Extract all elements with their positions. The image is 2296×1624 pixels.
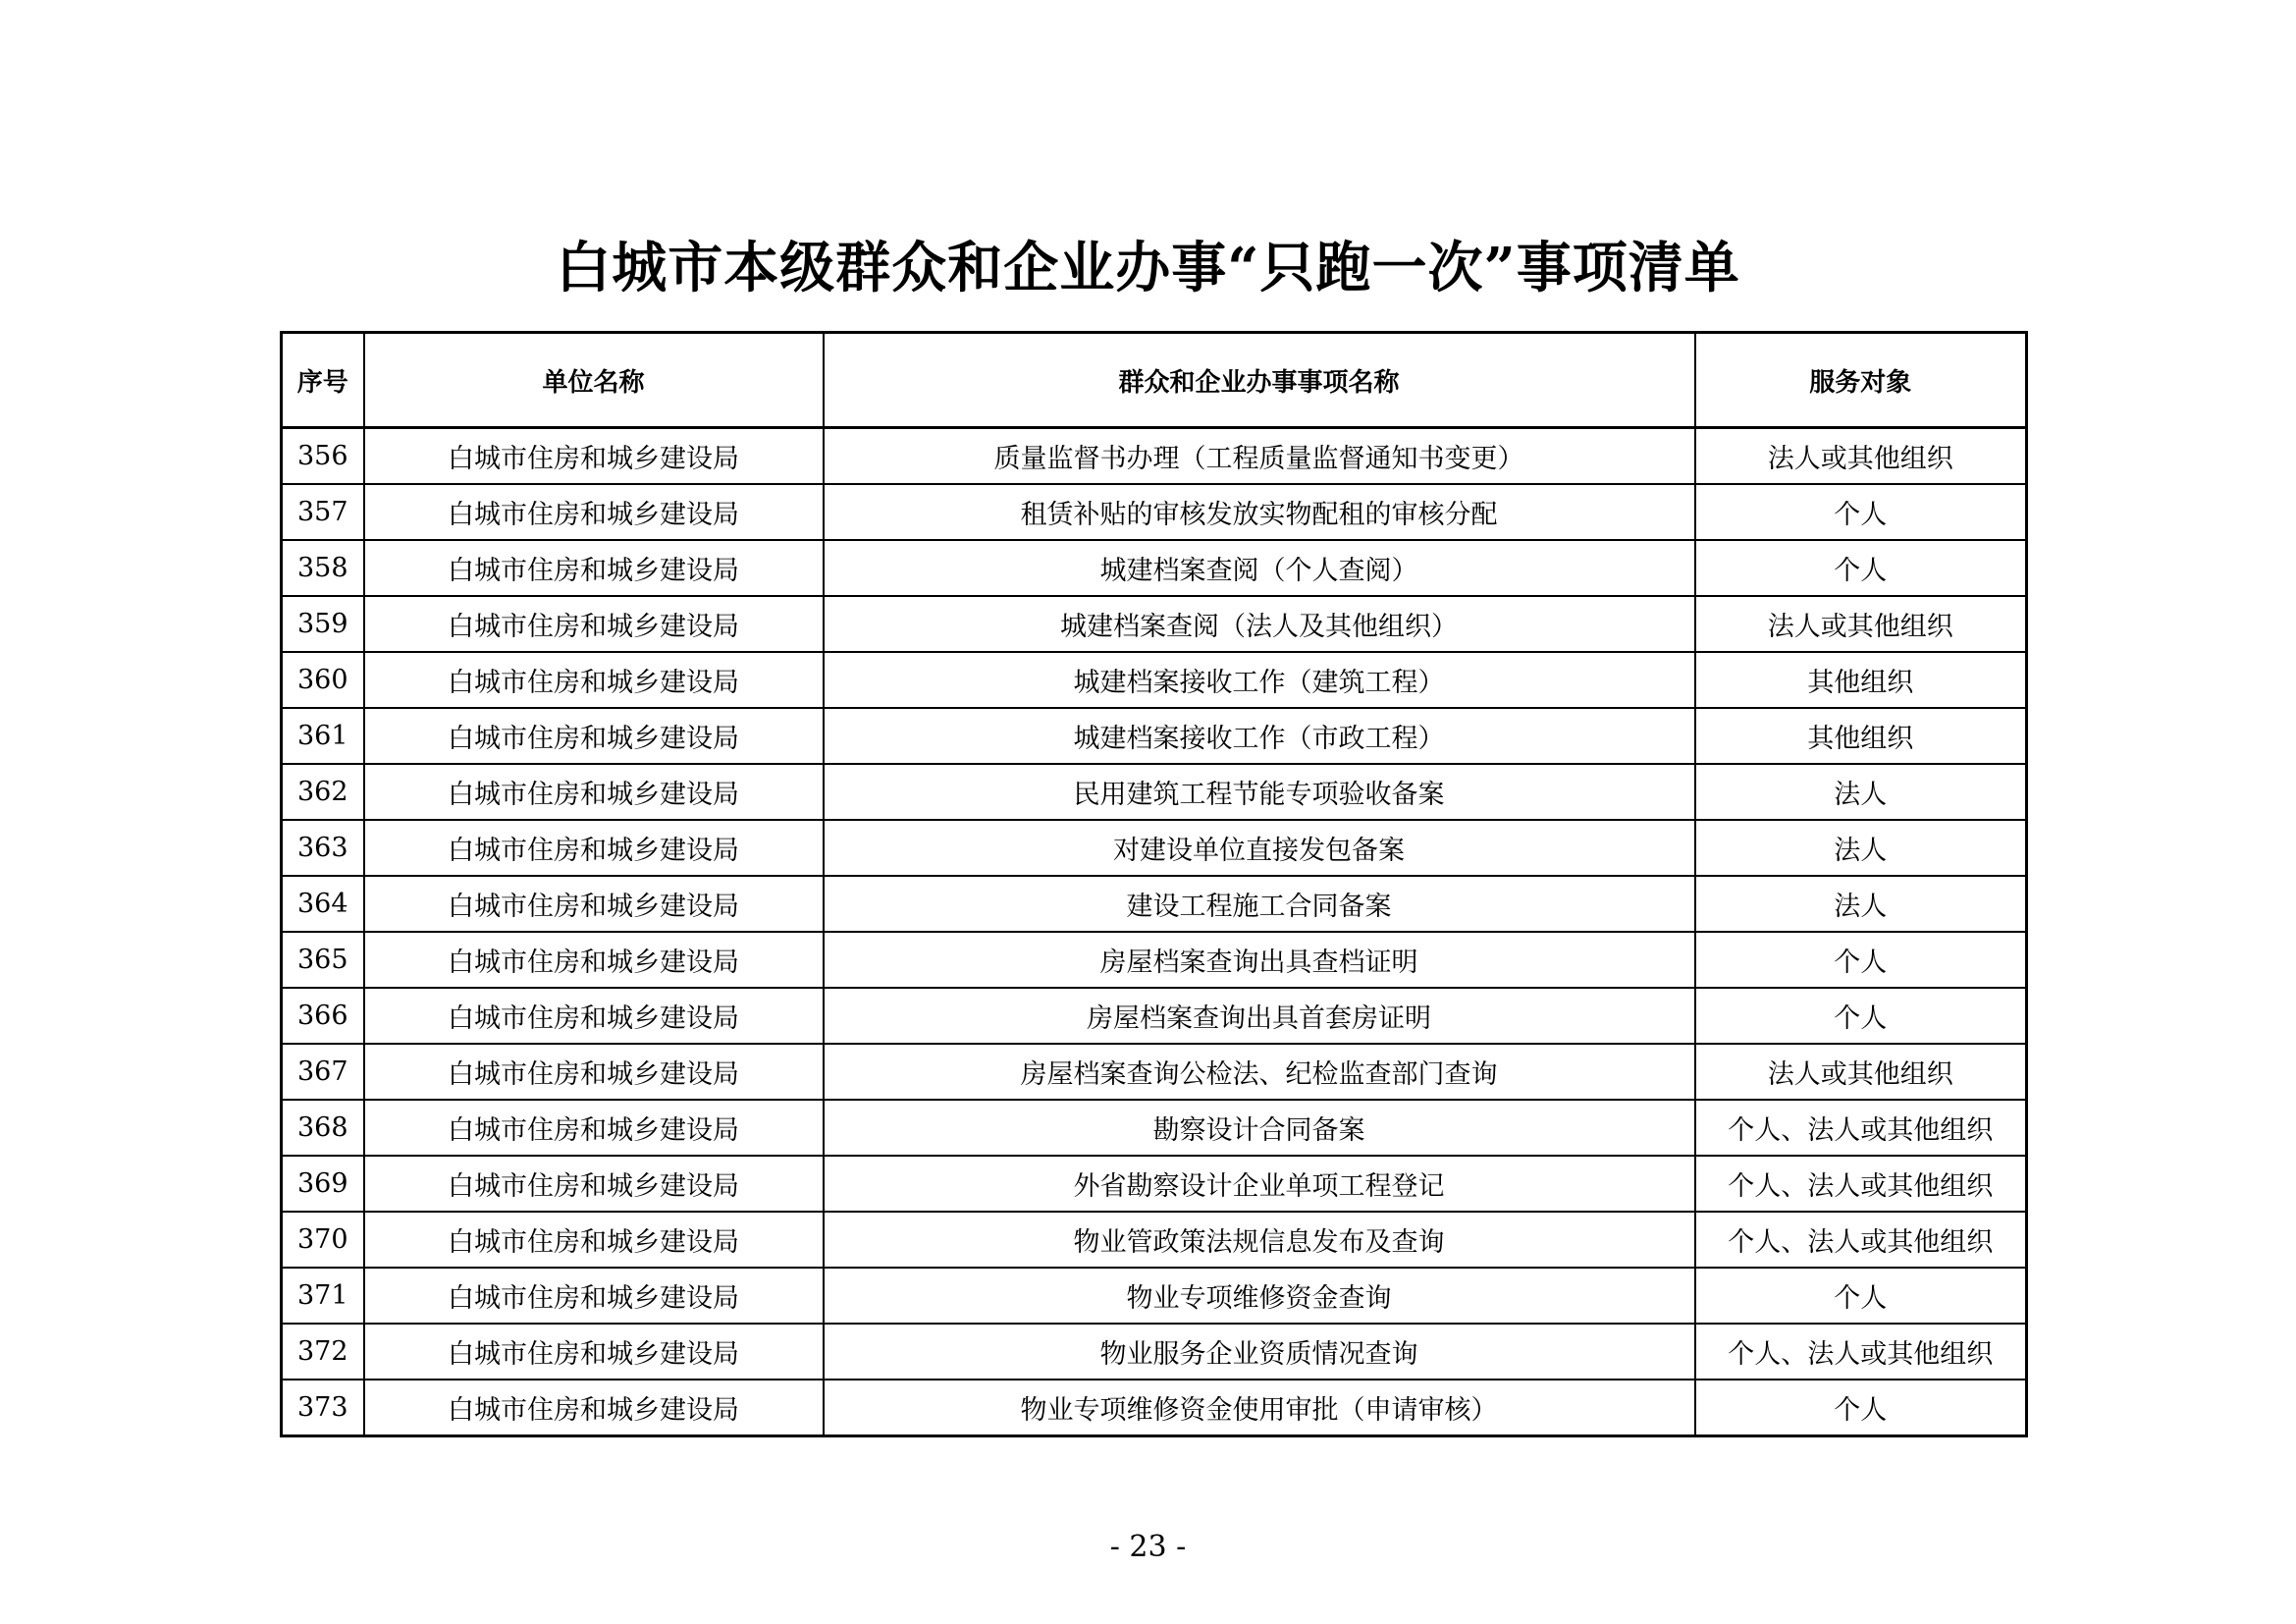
cell-item-name: 城建档案查阅（法人及其他组织）	[824, 596, 1695, 652]
table-header-row	[282, 333, 2027, 428]
cell-serial-number: 371	[282, 1268, 364, 1324]
table-row	[282, 652, 2027, 708]
cell-serial-number: 367	[282, 1044, 364, 1100]
cell-serial-number: 356	[282, 428, 364, 485]
cell-service-target: 其他组织	[1695, 708, 2027, 764]
cell-service-target: 法人或其他组织	[1695, 1044, 2027, 1100]
table-row	[282, 1268, 2027, 1324]
cell-service-target: 法人	[1695, 876, 2027, 932]
cell-serial-number: 357	[282, 484, 364, 540]
table-row	[282, 1044, 2027, 1100]
table-row	[282, 1212, 2027, 1268]
cell-serial-number: 365	[282, 932, 364, 988]
cell-item-name: 租赁补贴的审核发放实物配租的审核分配	[824, 484, 1695, 540]
cell-unit-name: 白城市住房和城乡建设局	[364, 1268, 824, 1324]
cell-serial-number: 366	[282, 988, 364, 1044]
table-row	[282, 988, 2027, 1044]
header-serial-number: 序号	[282, 333, 364, 428]
cell-unit-name: 白城市住房和城乡建设局	[364, 1324, 824, 1380]
table-row	[282, 1324, 2027, 1380]
cell-unit-name: 白城市住房和城乡建设局	[364, 988, 824, 1044]
cell-item-name: 城建档案查阅（个人查阅）	[824, 540, 1695, 596]
cell-item-name: 对建设单位直接发包备案	[824, 820, 1695, 876]
cell-service-target: 法人或其他组织	[1695, 596, 2027, 652]
cell-unit-name: 白城市住房和城乡建设局	[364, 1044, 824, 1100]
cell-item-name: 城建档案接收工作（建筑工程）	[824, 652, 1695, 708]
cell-serial-number: 360	[282, 652, 364, 708]
cell-serial-number: 362	[282, 764, 364, 820]
cell-serial-number: 369	[282, 1156, 364, 1212]
cell-serial-number: 368	[282, 1100, 364, 1156]
table-row	[282, 1156, 2027, 1212]
cell-unit-name: 白城市住房和城乡建设局	[364, 764, 824, 820]
cell-unit-name: 白城市住房和城乡建设局	[364, 1212, 824, 1268]
cell-item-name: 外省勘察设计企业单项工程登记	[824, 1156, 1695, 1212]
table-row	[282, 708, 2027, 764]
cell-unit-name: 白城市住房和城乡建设局	[364, 484, 824, 540]
table-row	[282, 1380, 2027, 1436]
cell-unit-name: 白城市住房和城乡建设局	[364, 708, 824, 764]
header-unit-name: 单位名称	[364, 333, 824, 428]
items-table	[280, 331, 2028, 1437]
table-row	[282, 876, 2027, 932]
cell-unit-name: 白城市住房和城乡建设局	[364, 876, 824, 932]
cell-unit-name: 白城市住房和城乡建设局	[364, 932, 824, 988]
cell-service-target: 其他组织	[1695, 652, 2027, 708]
cell-service-target: 个人	[1695, 932, 2027, 988]
cell-serial-number: 363	[282, 820, 364, 876]
cell-item-name: 质量监督书办理（工程质量监督通知书变更）	[824, 428, 1695, 485]
cell-serial-number: 361	[282, 708, 364, 764]
cell-item-name: 物业专项维修资金查询	[824, 1268, 1695, 1324]
cell-service-target: 个人	[1695, 484, 2027, 540]
cell-item-name: 勘察设计合同备案	[824, 1100, 1695, 1156]
table-row	[282, 1100, 2027, 1156]
cell-item-name: 物业专项维修资金使用审批（申请审核）	[824, 1380, 1695, 1436]
cell-item-name: 房屋档案查询出具查档证明	[824, 932, 1695, 988]
cell-serial-number: 370	[282, 1212, 364, 1268]
cell-unit-name: 白城市住房和城乡建设局	[364, 652, 824, 708]
cell-service-target: 个人、法人或其他组织	[1695, 1100, 2027, 1156]
cell-service-target: 个人	[1695, 1380, 2027, 1436]
cell-unit-name: 白城市住房和城乡建设局	[364, 596, 824, 652]
cell-serial-number: 364	[282, 876, 364, 932]
header-service-target: 服务对象	[1695, 333, 2027, 428]
cell-unit-name: 白城市住房和城乡建设局	[364, 1380, 824, 1436]
cell-serial-number: 358	[282, 540, 364, 596]
page-title: 白城市本级群众和企业办事“只跑一次”事项清单	[556, 236, 1740, 300]
cell-service-target: 个人	[1695, 540, 2027, 596]
header-item-name: 群众和企业办事事项名称	[824, 333, 1695, 428]
table-row	[282, 820, 2027, 876]
table-row	[282, 596, 2027, 652]
cell-service-target: 法人	[1695, 764, 2027, 820]
table-row	[282, 540, 2027, 596]
cell-item-name: 城建档案接收工作（市政工程）	[824, 708, 1695, 764]
table-row	[282, 484, 2027, 540]
cell-service-target: 法人或其他组织	[1695, 428, 2027, 485]
page-number: - 23 -	[1109, 1530, 1187, 1564]
table-row	[282, 764, 2027, 820]
cell-service-target: 个人、法人或其他组织	[1695, 1156, 2027, 1212]
cell-unit-name: 白城市住房和城乡建设局	[364, 428, 824, 485]
cell-item-name: 房屋档案查询出具首套房证明	[824, 988, 1695, 1044]
cell-service-target: 法人	[1695, 820, 2027, 876]
cell-item-name: 物业管政策法规信息发布及查询	[824, 1212, 1695, 1268]
cell-serial-number: 359	[282, 596, 364, 652]
cell-unit-name: 白城市住房和城乡建设局	[364, 540, 824, 596]
cell-service-target: 个人、法人或其他组织	[1695, 1324, 2027, 1380]
cell-service-target: 个人	[1695, 1268, 2027, 1324]
cell-service-target: 个人、法人或其他组织	[1695, 1212, 2027, 1268]
cell-item-name: 建设工程施工合同备案	[824, 876, 1695, 932]
cell-serial-number: 373	[282, 1380, 364, 1436]
cell-service-target: 个人	[1695, 988, 2027, 1044]
cell-item-name: 物业服务企业资质情况查询	[824, 1324, 1695, 1380]
table-row	[282, 428, 2027, 485]
cell-item-name: 房屋档案查询公检法、纪检监查部门查询	[824, 1044, 1695, 1100]
cell-unit-name: 白城市住房和城乡建设局	[364, 1100, 824, 1156]
table-body	[282, 428, 2027, 1436]
cell-unit-name: 白城市住房和城乡建设局	[364, 1156, 824, 1212]
table-row	[282, 932, 2027, 988]
cell-serial-number: 372	[282, 1324, 364, 1380]
cell-unit-name: 白城市住房和城乡建设局	[364, 820, 824, 876]
cell-item-name: 民用建筑工程节能专项验收备案	[824, 764, 1695, 820]
